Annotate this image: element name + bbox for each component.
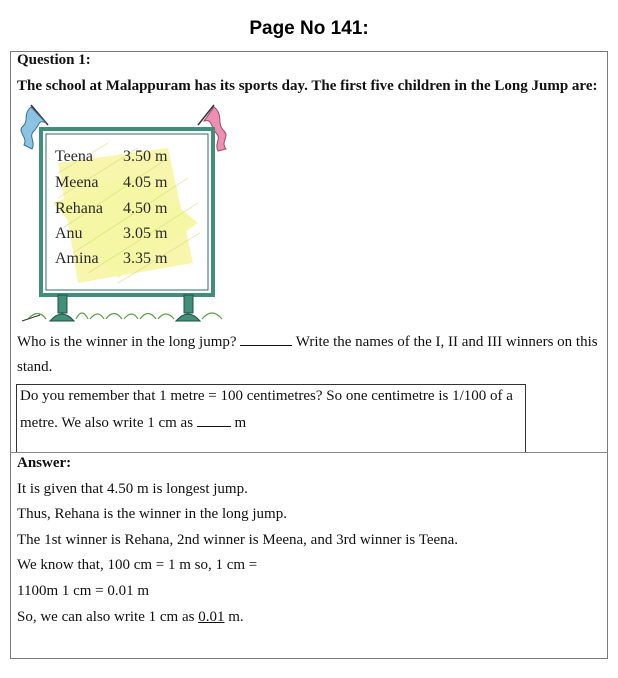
sign-row-name: Anu [55,225,83,242]
answer-label: Answer: [17,455,72,471]
sign-row-value: 3.50 m [123,148,168,165]
sign-row-value: 4.05 m [123,174,168,191]
sign-row [55,174,167,192]
note-line-1: Do you remember that 1 metre = 100 centimetres? So one centimetre is 1/100 of a [20,388,513,404]
page-title: Page No 141: [249,18,369,39]
question-winners-prompt: Write the names of the I, II and III winners on this [295,334,598,350]
note-line-2 [20,414,246,432]
note-line-2-text: metre. We also write 1 cm as [20,415,194,431]
sign-row-name: Amina [55,250,99,267]
answer-line: We know that, 100 cm = 1 m so, 1 cm = [17,557,258,573]
answer-line: It is given that 4.50 m is longest jump. [17,481,248,497]
note-blank [197,414,231,427]
question-intro: The school at Malappuram has its sports day. The first five children in the Long Jump are: [17,78,598,94]
note-unit: m [234,415,247,431]
sign-row-name: Meena [55,174,99,191]
answer-final-suffix: m. [224,609,244,625]
long-jump-results-sign [18,103,233,328]
answer-line: The 1st winner is Rehana, 2nd winner is Meena, and 3rd winner is Teena. [17,532,459,548]
question-line-2: stand. [17,359,53,375]
section-divider [10,452,608,453]
answer-final-line [17,609,244,626]
answer-blank [240,333,292,346]
sign-row [55,250,167,268]
sign-row [55,225,167,243]
question-line-1 [17,333,598,351]
sign-row-value: 3.05 m [123,225,168,242]
answer-final-value: 0.01 [198,609,225,625]
answer-line: 1100m 1 cm = 0.01 m [17,583,150,599]
answer-line: Thus, Rehana is the winner in the long jump. [17,506,287,522]
sign-row-value: 4.50 m [123,200,168,217]
question-winner-prompt: Who is the winner in the long jump? [17,334,237,350]
question-label: Question 1: [17,52,91,68]
sign-row-name: Teena [55,148,93,165]
sign-row-value: 3.35 m [123,250,168,267]
sign-row-name: Rehana [55,200,103,217]
sign-row [55,148,167,166]
sign-row [55,200,167,218]
answer-final-prefix: So, we can also write 1 cm as [17,609,199,625]
